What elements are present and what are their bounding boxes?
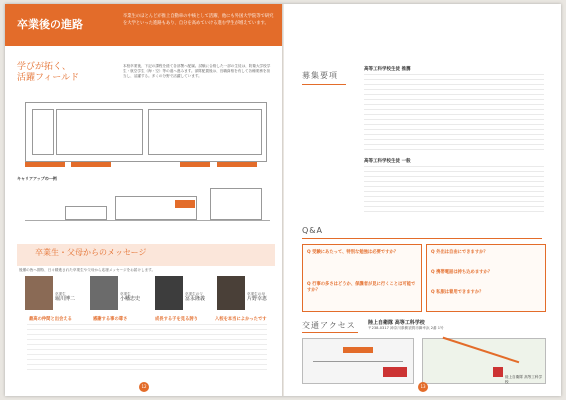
left-page (5, 4, 282, 396)
header-bar (5, 4, 282, 46)
recruit-1-body (364, 74, 544, 154)
recruit-1-head: 高等工科学校生徒 推薦 (364, 67, 411, 72)
message-head-3: 成長する子を見る誇り (155, 317, 198, 322)
header-title: 卒業後の進路 (17, 18, 83, 31)
person-4: 卒業生の母 片野幸恵 (247, 292, 268, 303)
message-head-4: 入校を本当によかったです (215, 317, 267, 322)
person-1: 卒業生 堀川博二 (55, 292, 76, 303)
message-body-text (27, 324, 267, 372)
qa-rule (302, 238, 542, 239)
person-2: 卒業生 小幡忠史 (120, 292, 141, 303)
brochure-spread (5, 4, 561, 396)
person-3: 卒業生の父 冨永隆義 (185, 292, 206, 303)
photo-graduate-1 (25, 276, 53, 310)
message-section-title: 卒業生・父母からのメッセージ (35, 248, 147, 257)
recruit-2-body (364, 166, 544, 216)
message-head-2: 感謝する事の尊さ (93, 317, 128, 322)
career-diagram (25, 102, 267, 162)
message-head-1: 最高の仲間と出会える (29, 317, 72, 322)
qa-box-right: Q 外出は自由にできますか？ Q 携帯電話は持ち込めますか？ Q 私服は着用できますか？ (426, 244, 546, 312)
diagram-label-1 (25, 162, 65, 167)
header-text: 卒業生のほとんどが推上自動車の中核として活躍、他にも外国大学院等で研究を大学といった進路もあり、自分を高めていける進む学生が増えています。 (123, 14, 274, 26)
message-section-sub: 後輩の皆へ期待、日々精進された卒業生や父母から応援メッセージをお届けします。 (19, 268, 156, 272)
recruit-2-head: 高等工科学校生徒 一般 (364, 159, 411, 164)
diagram-label-2 (71, 162, 111, 167)
route-map (302, 338, 414, 384)
recruit-rule (302, 84, 346, 85)
qa-title: Q&A (302, 226, 324, 235)
photo-parent-father (155, 276, 183, 310)
right-page (284, 4, 561, 396)
career-up-label: キャリアアップの一例 (17, 176, 57, 181)
career-up-chart (25, 186, 270, 234)
qa-box-left: Q 受験にあたって、特別な勉強は必要ですか？ Q 行事の多さはどうか、保護者が見に行くことは可能ですか？ (302, 244, 422, 312)
school-address: 〒238-0317 神奈川県横須賀市御幸浜 2番 1号 (368, 326, 444, 330)
message-section-title-bar (17, 244, 275, 266)
school-name: 陸上自衛隊 高等工科学校 (368, 320, 425, 326)
section-title-career-field: 学びが拓く、 活躍フィールド (17, 62, 80, 83)
access-rule (302, 332, 358, 333)
diagram-label-3 (180, 162, 210, 167)
area-map: 陸上自衛隊 高等工科学校 (422, 338, 546, 384)
page-number-right: 13 (418, 382, 428, 392)
recruit-title: 募集要項 (302, 71, 338, 80)
section1-text: 本校卒業後、下記の課程を経て各部署へ配属。試験に合格した一部の生徒は、防衛大学校学生・航空学生（海・空）等の道へ進みます。部隊配置後は、官職資格を有して各種業務を担当し、活躍する。多くの分野で活躍しています。 (123, 64, 271, 79)
diagram-label-4 (217, 162, 257, 167)
photo-parent-mother (217, 276, 245, 310)
page-number-left: 12 (139, 382, 149, 392)
access-title: 交通アクセス (302, 321, 356, 330)
photo-graduate-2 (90, 276, 118, 310)
